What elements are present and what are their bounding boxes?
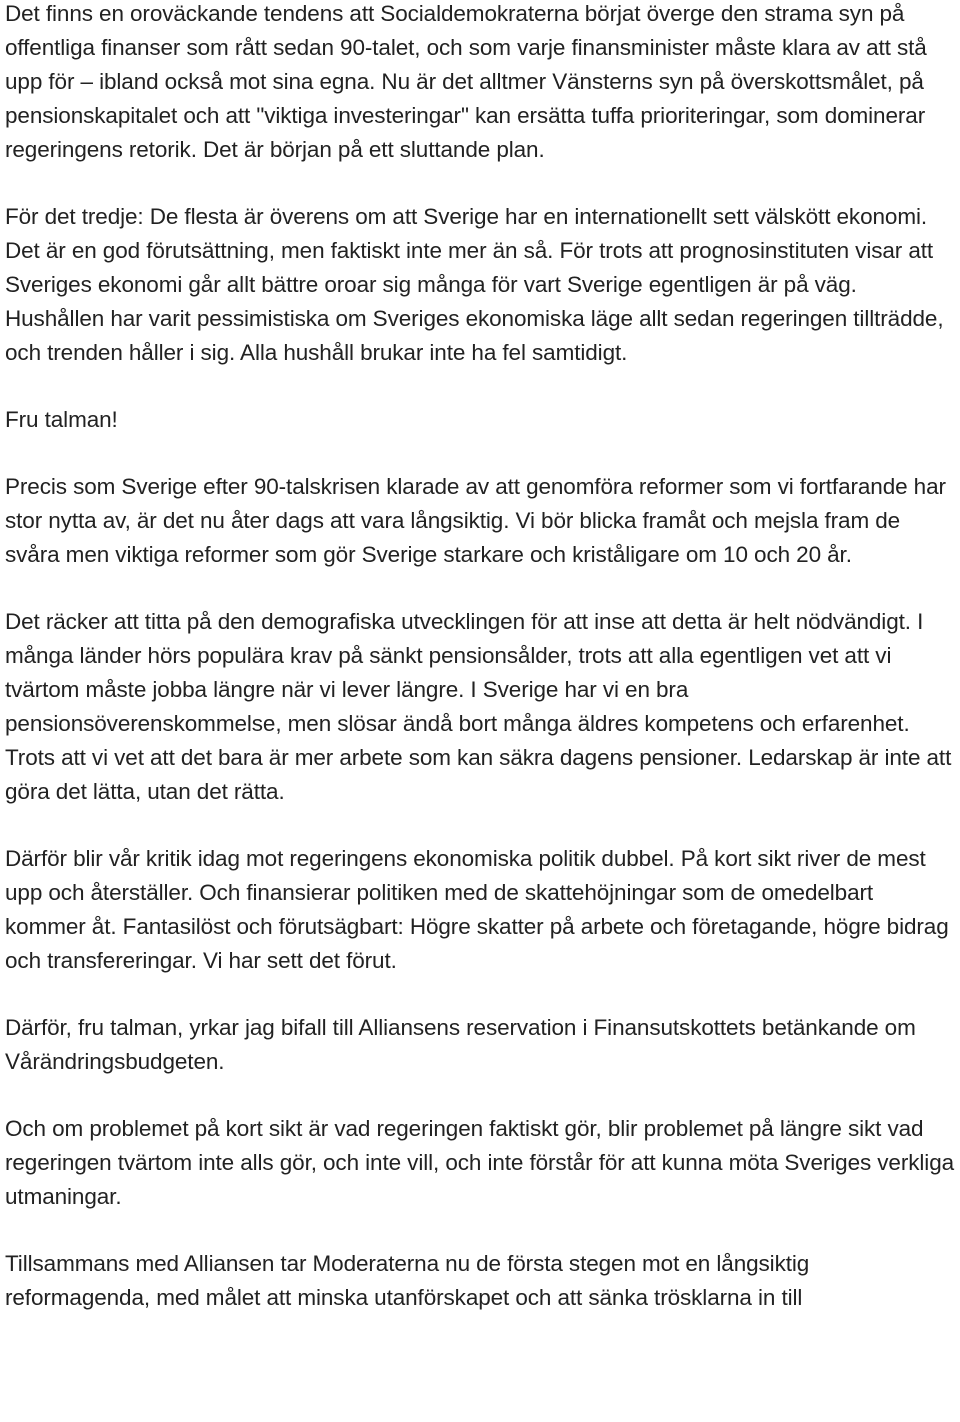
paragraph-motion: Därför, fru talman, yrkar jag bifall till Alliansens reservation i Finansutskottets betänkande om Vårändringsbudgeten. — [5, 1015, 916, 1074]
paragraph-reforms: Precis som Sverige efter 90-talskrisen klarade av att genomföra reformer som vi fortfarande har stor nytta av, är det nu åter dags att vara långsiktig. Vi bör blicka framåt och mejsla fram de svåra men viktiga reformer som gör Sverige starkare och kriståligare om 10 och 20 år. — [5, 474, 946, 567]
paragraph-economy: För det tredje: De flesta är överens om att Sverige har en internationellt sett välskött ekonomi. Det är en god förutsättning, men faktiskt inte mer än så. För trots att prognosinstituten visar att Sveriges ekonomi går allt bättre oroar sig många för vart Sverige egentligen är på väg. Hushållen har varit pessimistiska om Sveriges ekonomiska läge allt sedan regeringen tillträdde, och trenden håller i sig. Alla hushåll brukar inte ha fel samtidigt. — [5, 204, 944, 365]
paragraph-demographics: Det räcker att titta på den demografiska utvecklingen för att inse att detta är helt nödvändigt. I många länder hörs populära krav på sänkt pensionsålder, trots att alla egentligen vet att vi tvärtom måste jobba längre när vi lever längre. I Sverige har vi en bra pensionsöverenskommelse, men slösar ändå bort många äldres kompetens och erfarenhet. Trots att vi vet att det bara är mer arbete som kan säkra dagens pensioner. Ledarskap är inte att göra det lätta, utan det rätta. — [5, 609, 952, 804]
document-body — [5, 0, 957, 1315]
paragraph-long-term: Och om problemet på kort sikt är vad regeringen faktiskt gör, blir problemet på längre sikt vad regeringen tvärtom inte alls gör, och inte vill, och inte förstår för att kunna möta Sveriges verkliga utmaningar. — [5, 1116, 955, 1209]
paragraph-alliance: Tillsammans med Alliansen tar Moderaterna nu de första stegen mot en långsiktig reformagenda, med målet att minska utanförskapet och att sänka trösklarna in till — [5, 1251, 810, 1310]
paragraph-criticism: Därför blir vår kritik idag mot regeringens ekonomiska politik dubbel. På kort sikt river de mest upp och återställer. Och finansierar politiken med de skattehöjningar som de omedelbart kommer åt. Fantasilöst och förutsägbart: Högre skatter på arbete och företagande, högre bidrag och transfereringar. Vi har sett det förut. — [5, 846, 949, 973]
paragraph-address: Fru talman! — [5, 407, 118, 432]
paragraph-fiscal-policy: Det finns en oroväckande tendens att Socialdemokraterna börjat överge den strama syn på offentliga finanser som rått sedan 90-talet, och som varje finansminister måste klara av att stå upp för – ibland också mot sina egna. Nu är det alltmer Vänsterns syn på överskottsmålet, på pensionskapitalet och att "viktiga investeringar" kan ersätta tuffa prioriteringar, som dominerar regeringens retorik. Det är början på ett sluttande plan. — [5, 1, 927, 162]
